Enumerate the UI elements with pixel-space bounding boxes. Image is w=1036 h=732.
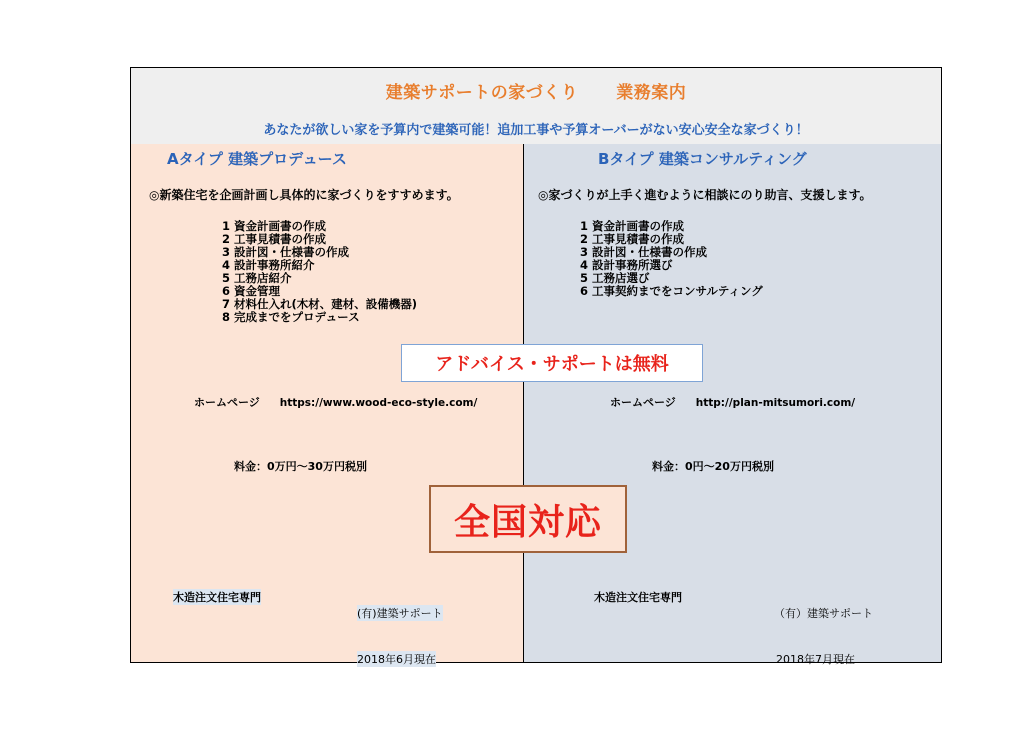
column-b-lead: ◎家づくりが上手く進むように相談にのり助言、支援します。 — [538, 188, 872, 202]
column-a-lead: ◎新築住宅を企画計画し具体的に家づくりをすすめます。 — [149, 188, 459, 202]
free-advice-banner: アドバイス・サポートは無料 — [401, 344, 703, 382]
column-a-service-list — [222, 220, 417, 324]
list-item: 3 設計図・仕様書の作成 — [580, 245, 708, 259]
list-item: 5 工務店紹介 — [222, 271, 292, 285]
list-item: 4 設計事務所選び — [580, 258, 673, 272]
column-a-produce — [131, 144, 524, 666]
column-b-specialty: 木造注文住宅専門 — [594, 591, 682, 604]
column-b-date: 2018年7月現在 — [776, 653, 855, 666]
list-item: 1 資金計画書の作成 — [222, 219, 327, 233]
nationwide-banner: 全国対応 — [429, 485, 627, 553]
list-item: 8 完成までをプロデュース — [222, 310, 360, 324]
page-title — [131, 78, 941, 103]
homepage-label: ホームページ — [610, 396, 676, 409]
list-item: 7 材料仕入れ(木材、建材、設備機器) — [222, 297, 418, 311]
column-b-title: Bタイプ 建築コンサルティング — [598, 150, 807, 168]
column-b-homepage — [610, 394, 855, 410]
list-item: 6 工事契約までをコンサルティング — [580, 284, 763, 298]
page-subtitle: あなたが欲しい家を予算内で建築可能！追加工事や予算オーバーがない安心安全な家づくり！ — [263, 123, 809, 138]
list-item: 2 工事見積書の作成 — [222, 232, 327, 246]
list-item: 4 設計事務所紹介 — [222, 258, 315, 272]
title-left: 建築サポートの家づくり — [385, 83, 579, 103]
list-item: 5 工務店選び — [580, 271, 650, 285]
homepage-link[interactable]: https://www.wood-eco-style.com/ — [279, 397, 478, 409]
column-a-title: Aタイプ 建築プロデュース — [167, 150, 347, 168]
service-sheet — [130, 67, 942, 666]
column-a-company: (有)建築サポート — [357, 607, 443, 620]
column-b-fee: 料金：0円～20万円税別 — [652, 460, 774, 473]
column-a-date: 2018年6月現在 — [357, 653, 436, 666]
column-a-homepage — [194, 394, 477, 410]
sheet-header — [131, 68, 941, 145]
column-a-fee: 料金：0万円～30万円税別 — [234, 460, 367, 473]
list-item: 1 資金計画書の作成 — [580, 219, 685, 233]
homepage-link[interactable]: http://plan-mitsumori.com/ — [695, 397, 856, 409]
column-b-consulting — [524, 144, 941, 666]
list-item: 2 工事見積書の作成 — [580, 232, 685, 246]
column-a-specialty: 木造注文住宅専門 — [173, 591, 261, 604]
title-right: 業務案内 — [616, 83, 687, 103]
list-item: 6 資金管理 — [222, 284, 281, 298]
homepage-label: ホームページ — [194, 396, 260, 409]
list-item: 3 設計図・仕様書の作成 — [222, 245, 350, 259]
column-b-service-list — [580, 220, 763, 298]
column-b-company: （有）建築サポート — [774, 607, 873, 620]
